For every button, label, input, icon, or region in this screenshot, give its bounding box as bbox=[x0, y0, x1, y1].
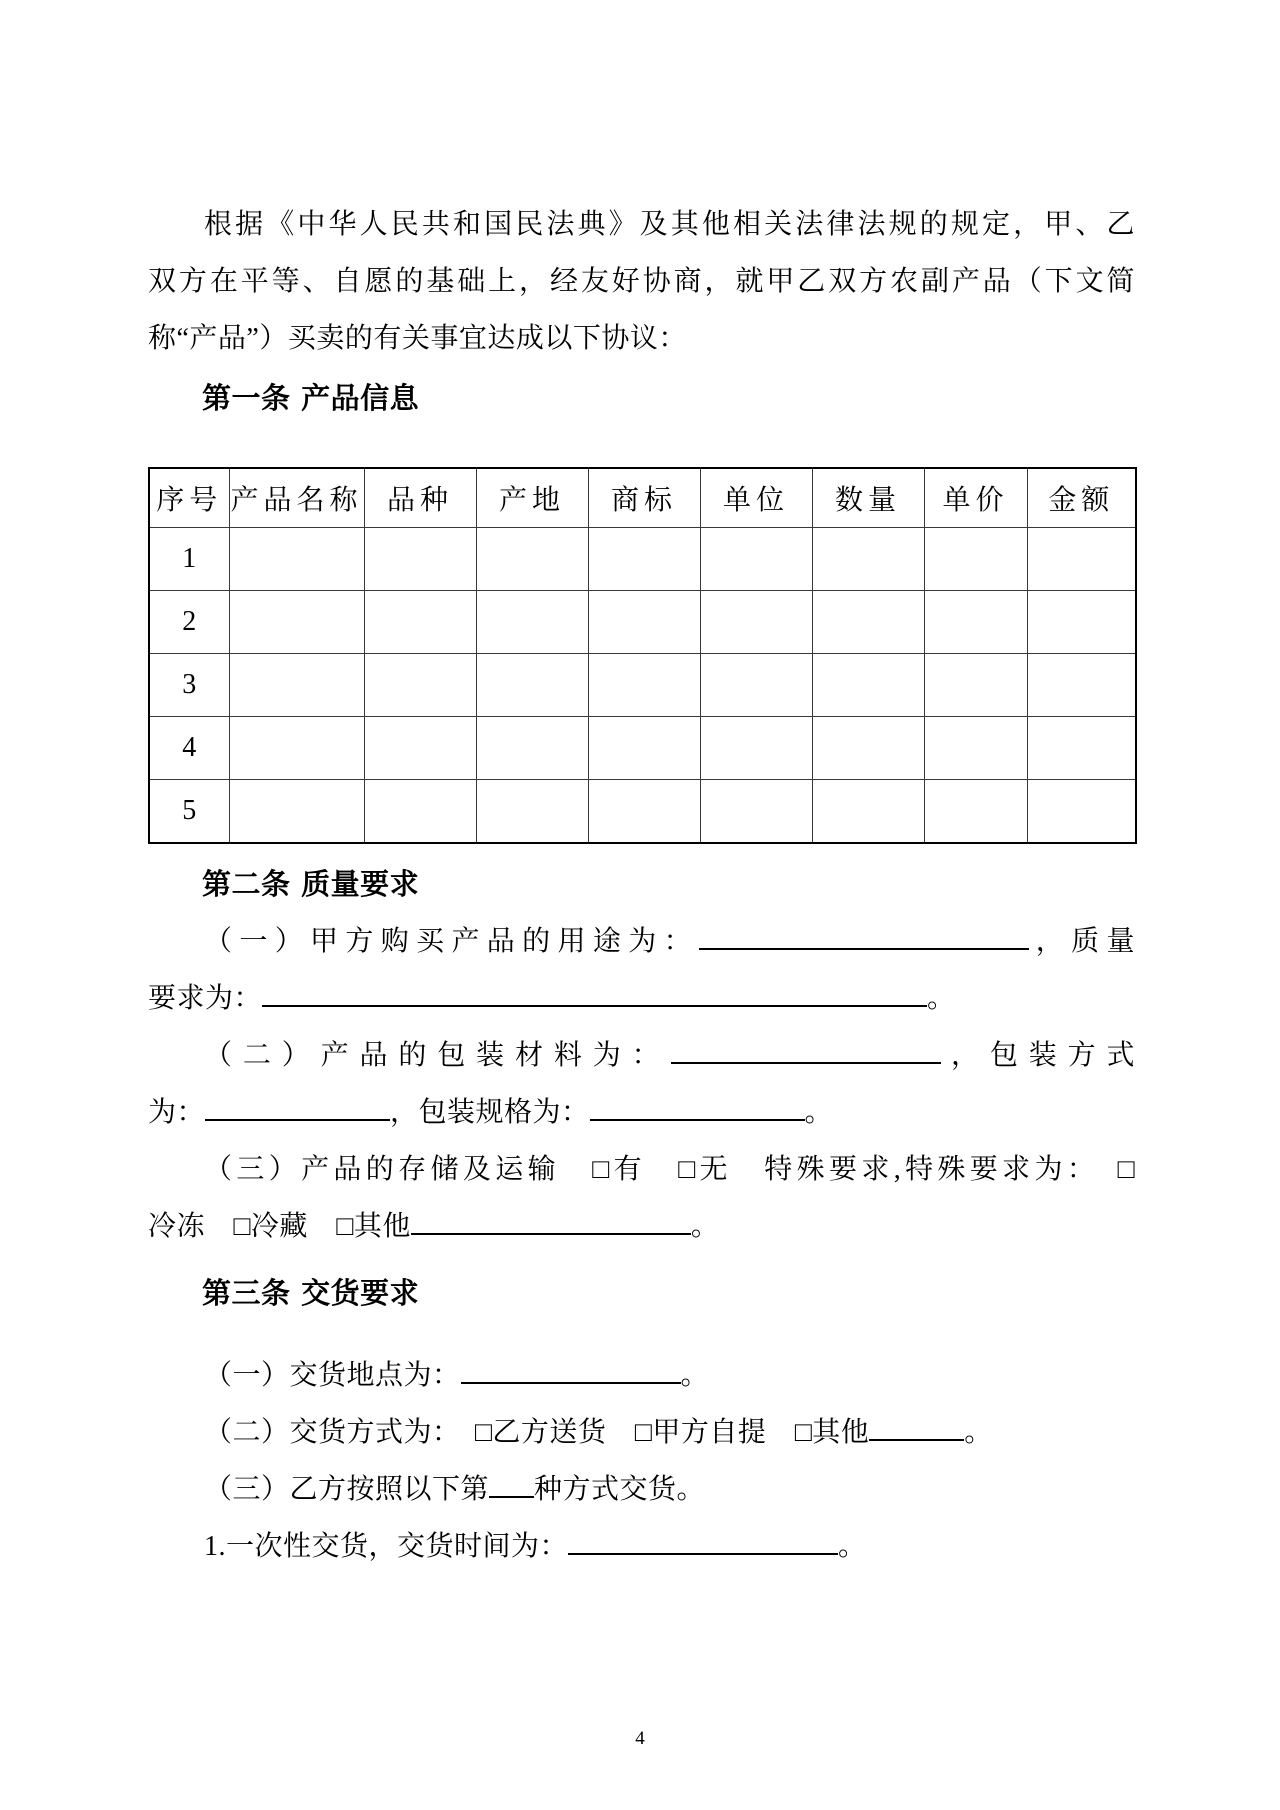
empty-cell bbox=[476, 654, 588, 717]
clause-text: 。 bbox=[838, 1531, 867, 1562]
empty-cell bbox=[229, 591, 364, 654]
clause-text: （三）乙方按照以下第 bbox=[204, 1474, 490, 1505]
clause-text: （一）交货地点为： bbox=[204, 1360, 461, 1391]
document-line bbox=[148, 253, 1135, 310]
table-header-cell: 单位 bbox=[700, 468, 812, 528]
table-row bbox=[149, 717, 1136, 780]
table-header bbox=[149, 468, 1136, 528]
clause-text: ，包装规格为： bbox=[390, 1097, 590, 1128]
document-line bbox=[148, 1404, 1135, 1461]
clause-text: 为： bbox=[148, 1097, 206, 1128]
clause-text: 。 bbox=[964, 1417, 993, 1448]
table-row bbox=[149, 654, 1136, 717]
article3-clauses bbox=[148, 1347, 1135, 1575]
table-header-cell: 品种 bbox=[364, 468, 476, 528]
empty-cell bbox=[1027, 528, 1136, 591]
empty-cell bbox=[924, 528, 1027, 591]
clause-text: 。 bbox=[680, 1360, 710, 1391]
document-line bbox=[148, 913, 1135, 970]
table-header-cell: 金额 bbox=[1027, 468, 1136, 528]
empty-cell bbox=[700, 591, 812, 654]
row-number-cell: 3 bbox=[149, 654, 229, 717]
clause-text: （一）甲方购买产品的用途为： bbox=[204, 926, 699, 957]
empty-cell bbox=[476, 591, 588, 654]
empty-cell bbox=[588, 591, 700, 654]
fill-in-blank bbox=[411, 1205, 691, 1235]
empty-cell bbox=[924, 780, 1027, 844]
clause-text: ，质量 bbox=[1028, 926, 1135, 957]
empty-cell bbox=[476, 528, 588, 591]
fill-in-blank bbox=[869, 1411, 964, 1441]
clause-text: 种方式交货。 bbox=[534, 1474, 706, 1505]
article2-heading: 第二条 质量要求 bbox=[202, 867, 420, 901]
empty-cell bbox=[924, 591, 1027, 654]
empty-cell bbox=[588, 717, 700, 780]
table-row bbox=[149, 528, 1136, 591]
clause-text: 称“产品”）买卖的有关事宜达成以下协议： bbox=[148, 323, 687, 354]
empty-cell bbox=[700, 780, 812, 844]
fill-in-blank bbox=[262, 977, 927, 1007]
document-line bbox=[148, 1198, 1135, 1255]
document-line bbox=[148, 1027, 1135, 1084]
empty-cell bbox=[812, 717, 924, 780]
empty-cell bbox=[229, 780, 364, 844]
article3-heading: 第三条 交货要求 bbox=[202, 1276, 420, 1310]
empty-cell bbox=[588, 780, 700, 844]
document-line bbox=[148, 970, 1135, 1027]
document-line bbox=[148, 1347, 1135, 1404]
table-row bbox=[149, 780, 1136, 844]
document-content bbox=[148, 196, 1135, 1575]
row-number-cell: 1 bbox=[149, 528, 229, 591]
clause-text: 。 bbox=[927, 983, 956, 1014]
clause-text: 。 bbox=[690, 1211, 720, 1242]
document-line bbox=[148, 1461, 1135, 1518]
document-line bbox=[148, 1518, 1135, 1575]
empty-cell bbox=[229, 528, 364, 591]
article2-clauses bbox=[148, 913, 1135, 1255]
empty-cell bbox=[588, 528, 700, 591]
fill-in-blank bbox=[699, 920, 1029, 950]
document-line bbox=[148, 310, 1135, 367]
clause-text: （二）交货方式为： □乙方送货 □甲方自提 □其他 bbox=[204, 1417, 870, 1448]
empty-cell bbox=[812, 591, 924, 654]
fill-in-blank bbox=[205, 1091, 390, 1121]
empty-cell bbox=[1027, 717, 1136, 780]
empty-cell bbox=[700, 717, 812, 780]
empty-cell bbox=[812, 654, 924, 717]
table-header-cell: 商标 bbox=[588, 468, 700, 528]
empty-cell bbox=[1027, 654, 1136, 717]
table-header-cell: 产地 bbox=[476, 468, 588, 528]
empty-cell bbox=[364, 528, 476, 591]
row-number-cell: 5 bbox=[149, 780, 229, 844]
table-header-row bbox=[149, 468, 1136, 528]
empty-cell bbox=[364, 591, 476, 654]
empty-cell bbox=[1027, 591, 1136, 654]
intro-paragraph bbox=[148, 196, 1135, 367]
empty-cell bbox=[700, 654, 812, 717]
clause-text: 双方在平等、自愿的基础上，经友好协商，就甲乙双方农副产品（下文简 bbox=[148, 266, 1135, 297]
empty-cell bbox=[812, 780, 924, 844]
table-header-cell: 序号 bbox=[149, 468, 229, 528]
table-row bbox=[149, 591, 1136, 654]
empty-cell bbox=[924, 717, 1027, 780]
empty-cell bbox=[700, 528, 812, 591]
empty-cell bbox=[229, 654, 364, 717]
empty-cell bbox=[476, 717, 588, 780]
empty-cell bbox=[476, 780, 588, 844]
empty-cell bbox=[364, 717, 476, 780]
fill-in-blank bbox=[489, 1468, 534, 1498]
clause-text: 1.一次性交货，交货时间为： bbox=[204, 1531, 569, 1562]
row-number-cell: 2 bbox=[149, 591, 229, 654]
clause-text: （三）产品的存储及运输 □有 □无 特殊要求,特殊要求为： □ bbox=[204, 1154, 1135, 1185]
page-number: 4 bbox=[635, 1728, 645, 1749]
empty-cell bbox=[364, 654, 476, 717]
empty-cell bbox=[812, 528, 924, 591]
document-line bbox=[148, 196, 1135, 253]
empty-cell bbox=[588, 654, 700, 717]
product-info-table bbox=[148, 467, 1137, 844]
clause-text: ，包装方式 bbox=[940, 1040, 1135, 1071]
fill-in-blank bbox=[590, 1091, 805, 1121]
fill-in-blank bbox=[461, 1354, 681, 1384]
document-line bbox=[148, 1141, 1135, 1198]
clause-text: 。 bbox=[804, 1097, 834, 1128]
table-body bbox=[149, 528, 1136, 844]
fill-in-blank bbox=[671, 1034, 941, 1064]
empty-cell bbox=[364, 780, 476, 844]
table-header-cell: 数量 bbox=[812, 468, 924, 528]
clause-text: （二）产品的包装材料为： bbox=[204, 1040, 671, 1071]
empty-cell bbox=[229, 717, 364, 780]
clause-text: 要求为： bbox=[148, 983, 263, 1014]
table-header-cell: 单价 bbox=[924, 468, 1027, 528]
clause-text: 冷冻 □冷藏 □其他 bbox=[148, 1211, 411, 1242]
clause-text: 根据《中华人民共和国民法典》及其他相关法律法规的规定，甲、乙 bbox=[204, 209, 1135, 240]
empty-cell bbox=[1027, 780, 1136, 844]
fill-in-blank bbox=[568, 1525, 838, 1555]
row-number-cell: 4 bbox=[149, 717, 229, 780]
table-header-cell: 产品名称 bbox=[229, 468, 364, 528]
empty-cell bbox=[924, 654, 1027, 717]
document-line bbox=[148, 1084, 1135, 1141]
article1-heading: 第一条 产品信息 bbox=[202, 381, 420, 415]
